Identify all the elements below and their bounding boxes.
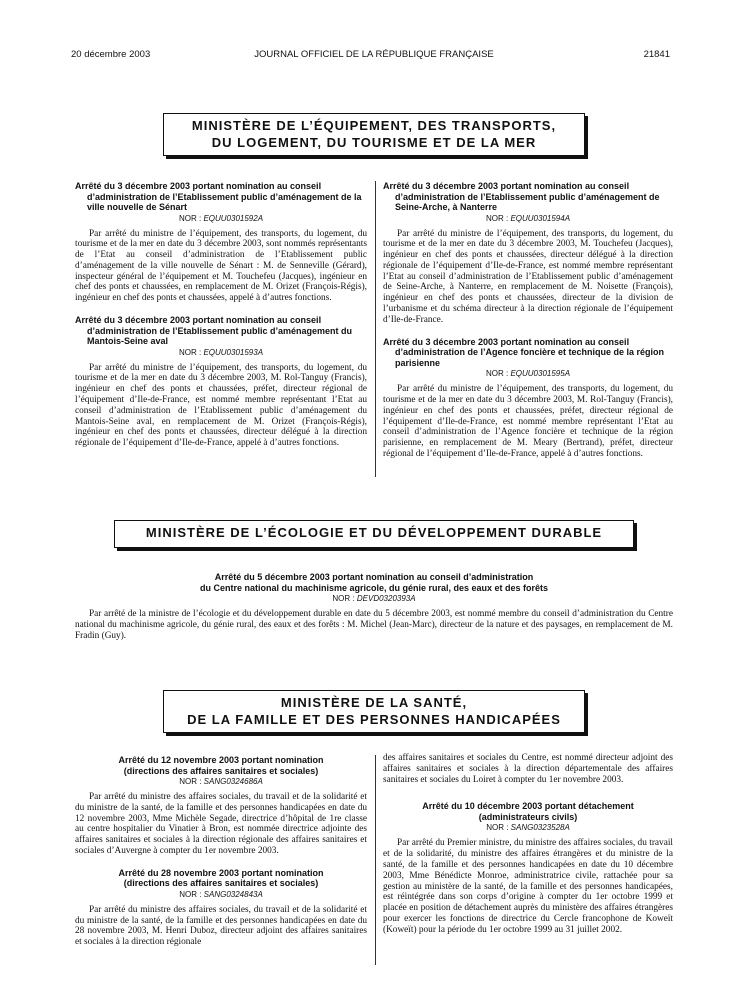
article-body: Par arrêté du ministre des affaires sociales, du travail et de la solidarité et du ministre de la santé, de la famille et des personnes handicapées en date du 28 novembre 2003, M. Henri Duboz, directeur adjoint des affaires sanitaires et sociales à la direction régionale [75, 904, 367, 948]
column-divider [375, 755, 376, 965]
ministry-ecologie-heading [114, 520, 634, 548]
article-body: Par arrêté du ministre de l’équipement, des transports, du logement, du tourisme et de la mer en date du 3 décembre 2003, M. Rol-Tanguy (Francis), ingénieur en chef des ponts et chaussées, préfet, directeur régional de l’équipement d’Ile-de-France, est nommé membre représentant l’Etat au conseil d’administration de l’Agence foncière et technique de la région parisienne, en remplacement de M. Meary (Bertrand), préfet, directeur régional de l’équipement d’Ile-de-France, appelé à d’autres fonctions. [383, 384, 673, 459]
article-title: Arrêté du 3 décembre 2003 portant nomination au conseil d’administration de l’Etablissement public d’aménagement du Mantois-Seine aval [75, 315, 353, 347]
ministry-heading-line: MINISTÈRE DE L’ÉCOLOGIE ET DU DÉVELOPPEMENT DURABLE [145, 525, 603, 540]
right-column-sante [383, 753, 673, 936]
column-divider [375, 181, 376, 477]
article-title-line: Arrêté du 28 novembre 2003 portant nomination [118, 867, 324, 878]
left-column-sante [75, 755, 367, 948]
article-title-line: (administrateurs civils) [478, 811, 578, 822]
article-body: Par arrêté du ministre de l’équipement, des transports, du logement, du tourisme et de la mer en date du 3 décembre 2003, M. Touchefeu (Jacques), ingénieur en chef des ponts et chaussées, directeur délégué à la direction régionale de l’équipement d’Ile-de-France, est nommé membre représentant l’Etat au conseil d’administration de l’Etablissement public d’aménagement de Seine-Arche, à Nanterre, en remplacement de M. Noisette (François), ingénieur en chef des ponts et chaussées, directeur de la division de l’urbanisme et du schéma directeur à la direction régionale de l’équipement d’Ile-de-France. [383, 228, 673, 325]
nor-reference: NOR : EQUU0301595A [485, 369, 571, 379]
ministry-equipement-heading [163, 113, 585, 156]
article-title-line: du Centre national du machinisme agricole, du génie rural, des eaux et des forêts [199, 582, 549, 593]
article-title-line: (directions des affaires sanitaires et sociales) [123, 765, 319, 776]
article-title-line: Arrêté du 5 décembre 2003 portant nomination au conseil d’administration [214, 572, 534, 582]
journal-title: JOURNAL OFFICIEL DE LA RÉPUBLIQUE FRANÇAISE [254, 49, 494, 60]
article-body: Par arrêté du ministre des affaires sociales, du travail et de la solidarité et du ministre de la santé, de la famille et des personnes handicapées en date du 12 novembre 2003, Mme Michèle Segade, directrice d’hôpital de 1re classe au centre hospitalier du Vinatier à Bron, est nommée directrice adjointe des affaires sanitaires et sociales à la direction régionale des affaires sanitaires et sociales d’Auvergne à compter du 1er novembre 2003. [75, 792, 367, 856]
nor-reference: NOR : SANG0324686A [179, 777, 263, 786]
article-title-line: Arrêté du 12 novembre 2003 portant nomination [118, 755, 324, 765]
nor-reference: NOR : EQUU0301593A [178, 347, 264, 357]
left-column-equipement [75, 181, 367, 449]
article-title: Arrêté du 3 décembre 2003 portant nomination au conseil d’administration de l’Etablissement public d’aménagement de la ville nouvelle de Sénart [75, 181, 362, 212]
article-ecologie [75, 572, 673, 641]
page-date: 20 décembre 2003 [71, 49, 151, 60]
article-body: Par arrêté du Premier ministre, du ministre des affaires sociales, du travail et de la solidarité, du ministre des affaires étrangères et du ministre de la santé, de la famille et des personnes handicapées en date du 10 décembre 2003, Mme Bénédicte Monroe, administratrice civile, rattachée pour sa gestion au ministère de la santé, de la famille et des personnes handicapées, est réintégrée dans son corps d’origine à compter du 1er octobre 1999 et placée en position de détachement auprès du ministère des affaires étrangères pour exercer les fonctions de directrice du Cercle francophone de Koweït (Koweït) pour la période du 1er octobre 1999 au 31 juillet 2002. [383, 838, 673, 935]
ministry-heading-line: DE LA FAMILLE ET DES PERSONNES HANDICAPÉES [187, 712, 561, 727]
nor-reference: NOR : EQUU0301594A [485, 213, 571, 223]
article-title-line: (directions des affaires sanitaires et sociales) [123, 878, 319, 889]
article-title: Arrêté du 3 décembre 2003 portant nomination au conseil d’administration de l’Agence foncière et technique de la région parisienne [383, 336, 665, 368]
nor-reference: NOR : SANG0323528A [486, 823, 570, 833]
ministry-heading-line: MINISTÈRE DE L’ÉQUIPEMENT, DES TRANSPORTS, [191, 118, 557, 133]
nor-reference: NOR : EQUU0301592A [178, 213, 264, 223]
nor-reference: NOR : SANG0324843A [179, 889, 263, 899]
ministry-heading-line: MINISTÈRE DE LA SANTÉ, [280, 695, 468, 710]
page-number: 21841 [643, 49, 670, 60]
article-body-continuation: des affaires sanitaires et sociales du Centre, est nommé directeur adjoint des affaires sanitaires et sociales à la direction départementale des affaires sanitaires et sociales du Loiret à compter du 1er novembre 2003. [383, 753, 673, 785]
article-body: Par arrêté du ministre de l’équipement, des transports, du logement, du tourisme et de la mer en date du 3 décembre 2003, sont nommés représentants de l’Etat au conseil d’administration de l’Etablissement public d’aménagement de la ville nouvelle de Sénart : M. de Senneville (Gérard), inspecteur général de l’équipement et M. Touchefeu (Jacques), ingénieur en chef des ponts et chaussées, en remplacement de M. Orizet (François-Régis), ingénieur en chef des ponts et chaussées, appelé à d’autres fonctions. [75, 228, 367, 304]
nor-reference: NOR : DEVD0320393A [332, 594, 416, 603]
article-body: Par arrêté du ministre de l’équipement, des transports, du logement, du tourisme et de la mer en date du 3 décembre 2003, M. Rol-Tanguy (Francis), ingénieur en chef des ponts et chaussées, préfet, directeur régional de l’équipement d’Ile-de-France, est nommé membre représentant l’Etat au conseil d’administration de l’Etablissement public d’aménagement du Mantois-Seine aval, en remplacement de M. Orizet (François-Régis), ingénieur en chef des ponts et chaussées, directeur délégué à la direction régionale de l’équipement d’Ile-de-France, appelé à d’autres fonctions. [75, 362, 367, 449]
article-body: Par arrêté de la ministre de l’écologie et du développement durable en date du 5 décembre 2003, est nommé membre du conseil d’administration du Centre national du machinisme agricole, du génie rural, des eaux et des forêts : M. Michel (Jean-Marc), directeur de la nature et des paysages, en remplacement de M. Fradin (Guy). [75, 609, 673, 641]
right-column-equipement [383, 181, 673, 460]
ministry-sante-heading [163, 690, 585, 733]
article-title-line: Arrêté du 10 décembre 2003 portant détachement [422, 801, 634, 812]
ministry-heading-line: DU LOGEMENT, DU TOURISME ET DE LA MER [211, 135, 537, 150]
article-title: Arrêté du 3 décembre 2003 portant nomination au conseil d’administration de l’Etablissement public d’aménagement de Seine-Arche, à Nanterre [383, 181, 660, 212]
